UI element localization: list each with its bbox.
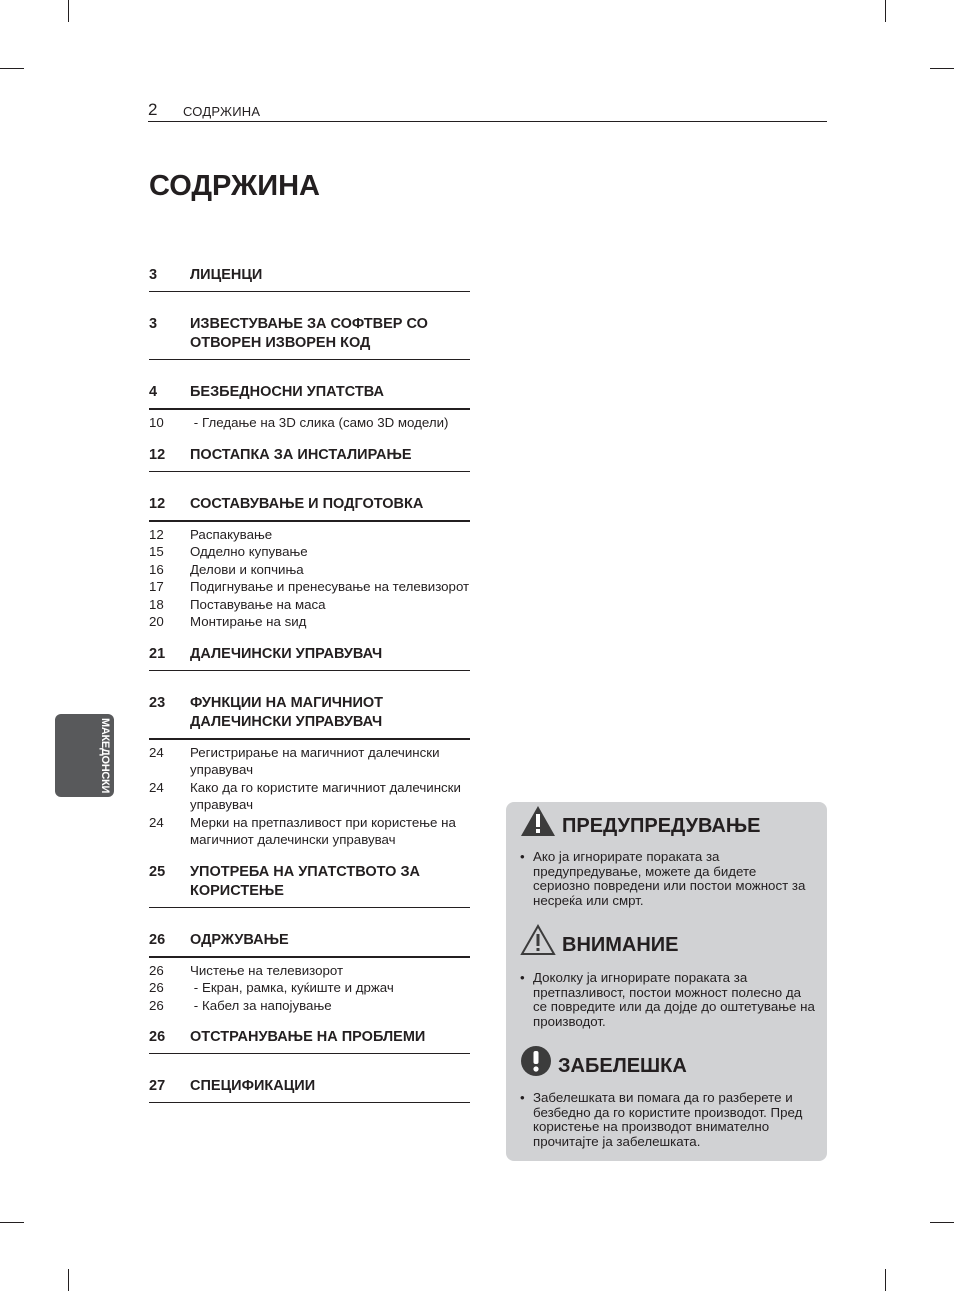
toc-section[interactable] xyxy=(149,694,470,740)
caution-text-block xyxy=(520,971,816,1029)
toc-item[interactable] xyxy=(149,997,470,1015)
toc-item-page: 17 xyxy=(149,579,164,594)
crop-mark xyxy=(0,1222,24,1223)
note-heading xyxy=(520,1045,687,1077)
toc-item-page: 24 xyxy=(149,744,164,760)
toc-section-page: 21 xyxy=(149,645,166,662)
toc-spacer xyxy=(149,631,470,645)
toc-section-page: 26 xyxy=(149,931,166,948)
toc-section-page: 23 xyxy=(149,694,166,711)
toc-item[interactable] xyxy=(149,962,470,980)
header-page-number: 2 xyxy=(148,100,158,119)
toc-section-title: ИЗВЕСТУВАЊЕ ЗА СОФТВЕР СО ОТВОРЕН ИЗВОРЕН КОД xyxy=(190,316,428,351)
toc-section[interactable] xyxy=(149,645,470,671)
toc-section-title: ДАЛЕЧИНСКИ УПРАВУВАЧ xyxy=(190,645,383,662)
note-text-block xyxy=(520,1091,816,1149)
toc-subitems xyxy=(149,414,470,432)
toc-item[interactable] xyxy=(149,779,470,814)
toc-section-title: ОТСТРАНУВАЊЕ НА ПРОБЛЕМИ xyxy=(190,1029,426,1045)
toc-section[interactable] xyxy=(149,315,470,360)
toc-section[interactable] xyxy=(149,1028,470,1054)
toc-item-title: Чистење на телевизорот xyxy=(190,962,344,978)
toc-subitems xyxy=(149,744,470,849)
toc-section-title: УПОТРЕБА НА УПАТСТВОТО ЗА КОРИСТЕЊЕ xyxy=(190,863,421,899)
toc-item[interactable] xyxy=(149,414,470,432)
toc-item-dash: - xyxy=(193,980,199,995)
toc-section-page: 3 xyxy=(149,316,158,332)
toc-item-dash: - xyxy=(193,415,199,430)
warning-text-block xyxy=(520,850,816,908)
toc-item[interactable] xyxy=(149,578,470,596)
warning-title: ПРЕДУПРЕДУВАЊЕ xyxy=(562,815,761,837)
toc-item-title: Монтирање на ѕид xyxy=(190,614,307,629)
toc-section[interactable] xyxy=(149,266,470,292)
toc-section[interactable] xyxy=(149,383,470,410)
toc-item-page: 10 xyxy=(149,415,164,430)
toc-item-page: 26 xyxy=(149,997,164,1013)
toc-item-title: Гледање на 3D слика (само 3D модели) xyxy=(202,415,449,430)
toc-item-title: Регистрирање на магичниот далечински управувач xyxy=(190,744,440,777)
toc-section-title: ОДРЖУВАЊЕ xyxy=(190,931,289,948)
toc-section-page: 27 xyxy=(149,1078,166,1094)
note-title: ЗАБЕЛЕШКА xyxy=(558,1055,687,1077)
toc-spacer xyxy=(149,1054,470,1077)
toc-section-page: 4 xyxy=(149,384,158,400)
language-side-tab-label: МАКЕДОНСКИ xyxy=(99,718,111,794)
toc-section-title: ФУНКЦИИ НА МАГИЧНИОТ ДАЛЕЧИНСКИ УПРАВУВАЧ xyxy=(190,694,384,730)
toc-section-page: 26 xyxy=(149,1029,166,1045)
toc-item-page: 18 xyxy=(149,596,164,612)
toc-item-page: 24 xyxy=(149,779,164,795)
toc-item-page: 16 xyxy=(149,561,164,577)
toc-item-title: Делови и копчиња xyxy=(190,561,304,577)
bullet: • xyxy=(520,1090,525,1105)
crop-mark xyxy=(885,1269,886,1291)
toc-item-title: Распакување xyxy=(190,526,273,542)
toc-item-title: Екран, рамка, куќиште и држач xyxy=(202,980,394,995)
toc-item[interactable] xyxy=(149,613,470,631)
warning-triangle-filled-icon xyxy=(520,805,556,837)
toc-item[interactable] xyxy=(149,526,470,544)
toc-section-title: СПЕЦИФИКАЦИИ xyxy=(190,1078,316,1094)
crop-mark xyxy=(885,0,886,22)
warning-text: Ако ја игнорирате пораката за предупредување, можете да бидете сериозно повредени или постои можност за несреќа или смрт. xyxy=(533,849,806,908)
toc-item-page: 15 xyxy=(149,544,164,559)
toc-spacer xyxy=(149,360,470,383)
crop-mark xyxy=(930,68,954,69)
toc-item[interactable] xyxy=(149,561,470,579)
toc-item-title: Поставување на маса xyxy=(190,596,326,612)
toc-item-page: 12 xyxy=(149,526,164,542)
notice-box xyxy=(506,802,827,1161)
toc-spacer xyxy=(149,292,470,315)
crop-mark xyxy=(68,1269,69,1291)
toc-item[interactable] xyxy=(149,814,470,849)
toc-spacer xyxy=(149,908,470,931)
caution-triangle-outline-icon xyxy=(520,924,556,956)
toc-item-title: Подигнување и пренесување на телевизорот xyxy=(190,579,470,594)
warning-heading xyxy=(520,805,760,837)
toc-section-page: 3 xyxy=(149,267,158,283)
toc-item-page: 24 xyxy=(149,814,164,830)
toc-section-page: 12 xyxy=(149,495,166,512)
toc-item-title: Кабел за напојување xyxy=(202,997,332,1013)
toc-item[interactable] xyxy=(149,543,470,561)
toc-spacer xyxy=(149,849,470,863)
toc-spacer xyxy=(149,432,470,446)
header-title: СОДРЖИНА xyxy=(183,104,261,119)
toc-section[interactable] xyxy=(149,863,470,908)
toc-section-title: СОСТАВУВАЊЕ И ПОДГОТОВКА xyxy=(190,495,424,512)
header-rule xyxy=(148,121,827,122)
toc-item-title: Одделно купување xyxy=(190,544,308,559)
toc-spacer xyxy=(149,671,470,694)
toc-subitems xyxy=(149,962,470,1015)
toc-subitems xyxy=(149,526,470,631)
caution-title: ВНИМАНИЕ xyxy=(562,934,679,956)
toc-section[interactable] xyxy=(149,1077,470,1103)
toc-item[interactable] xyxy=(149,596,470,614)
crop-mark xyxy=(930,1222,954,1223)
caution-heading xyxy=(520,924,679,956)
toc-item[interactable] xyxy=(149,744,470,779)
bullet: • xyxy=(520,849,525,864)
toc-section-page: 12 xyxy=(149,446,166,463)
toc-section-title: ЛИЦЕНЦИ xyxy=(190,267,263,283)
toc-item-title: Како да го користите магичниот далечински управувач xyxy=(190,779,461,812)
toc-spacer xyxy=(149,1014,470,1028)
toc-section[interactable] xyxy=(149,495,470,522)
toc-item-title: Мерки на претпазливост при користење на магичниот далечински управувач xyxy=(190,814,456,847)
bullet: • xyxy=(520,970,525,985)
toc-section[interactable] xyxy=(149,931,470,958)
note-text: Забелешката ви помага да го разберете и безбедно да го користите производот. Пред користење на производот внимателно прочитајте ја забелешката. xyxy=(533,1090,803,1149)
toc-item[interactable] xyxy=(149,979,470,997)
crop-mark xyxy=(68,0,69,22)
page-title: СОДРЖИНА xyxy=(149,170,320,202)
note-exclamation-circle-icon xyxy=(520,1045,552,1077)
toc-section[interactable] xyxy=(149,446,470,472)
toc-item-page: 20 xyxy=(149,614,164,629)
toc-spacer xyxy=(149,472,470,495)
toc-section-title: БЕЗБЕДНОСНИ УПАТСТВА xyxy=(190,384,384,400)
crop-mark xyxy=(0,68,24,69)
toc-section-title: ПОСТАПКА ЗА ИНСТАЛИРАЊЕ xyxy=(190,446,412,463)
table-of-contents xyxy=(149,266,470,1103)
toc-section-page: 25 xyxy=(149,863,166,880)
toc-item-page: 26 xyxy=(149,962,164,978)
toc-item-page: 26 xyxy=(149,980,164,995)
toc-item-dash: - xyxy=(193,997,199,1013)
caution-text: Доколку ја игнорирате пораката за претпазливост, постои можност полесно да се повредите или да дојде до оштетување на производот. xyxy=(533,970,815,1029)
